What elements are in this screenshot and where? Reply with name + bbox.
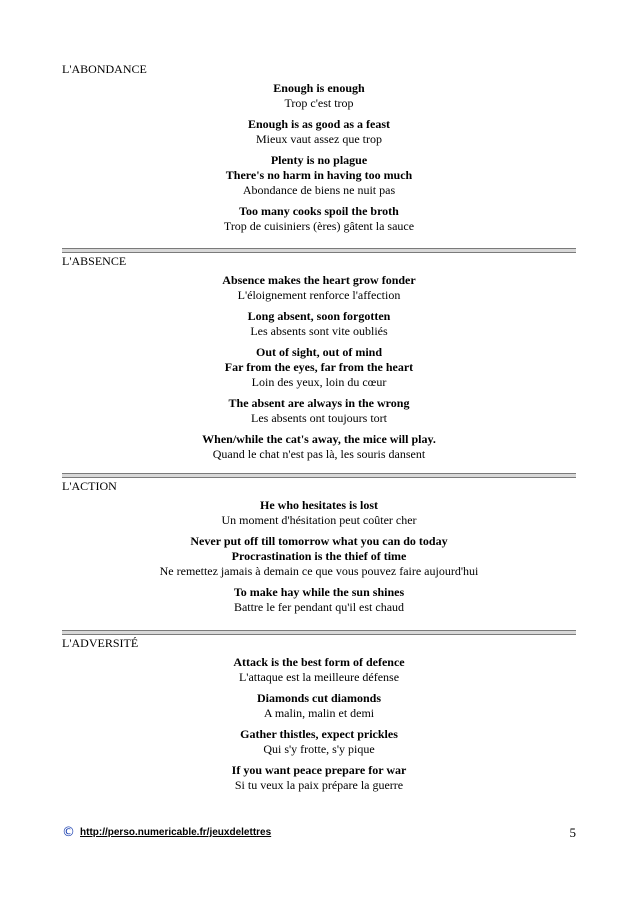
proverb-french: Loin des yeux, loin du cœur	[251, 375, 387, 389]
proverb-entry	[62, 432, 576, 462]
proverb-french: Battre le fer pendant qu'il est chaud	[233, 600, 405, 614]
section-title: L'ABONDANCE	[62, 62, 147, 76]
proverb-english: The absent are always in the wrong	[228, 396, 410, 410]
proverb-english: Far from the eyes, far from the heart	[224, 360, 414, 374]
proverb-french: Abondance de biens ne nuit pas	[242, 183, 396, 197]
section-divider	[62, 473, 576, 478]
section-title: L'ACTION	[62, 479, 117, 493]
proverb-english: When/while the cat's away, the mice will play.	[202, 432, 436, 446]
proverb-english: Long absent, soon forgotten	[247, 309, 391, 323]
proverb-english: Never put off till tomorrow what you can do today	[190, 534, 448, 548]
proverb-entry	[62, 153, 576, 198]
proverb-entry	[62, 534, 576, 579]
proverb-english: If you want peace prepare for war	[231, 763, 407, 777]
proverb-english: Enough is enough	[273, 81, 365, 95]
section-divider	[62, 248, 576, 253]
proverb-french: Les absents ont toujours tort	[251, 411, 387, 425]
proverb-french: Quand le chat n'est pas là, les souris dansent	[212, 447, 426, 461]
proverb-english: Diamonds cut diamonds	[256, 691, 382, 705]
proverb-french: Les absents sont vite oubliés	[250, 324, 388, 338]
proverb-english: Plenty is no plague	[270, 153, 368, 167]
proverb-english: Procrastination is the thief of time	[231, 549, 407, 563]
proverb-french: Trop de cuisiniers (ères) gâtent la sauce	[223, 219, 415, 233]
proverb-entry	[62, 117, 576, 147]
proverb-entry	[62, 345, 576, 390]
proverb-entry	[62, 204, 576, 234]
proverb-entry	[62, 763, 576, 793]
proverb-english: To make hay while the sun shines	[233, 585, 405, 599]
proverb-english: Attack is the best form of defence	[233, 655, 405, 669]
proverb-list	[62, 273, 576, 468]
proverb-english: There's no harm in having too much	[225, 168, 413, 182]
page-footer	[62, 825, 576, 841]
proverb-english: He who hesitates is lost	[260, 498, 378, 512]
proverb-entry	[62, 396, 576, 426]
copyright-icon: ©	[62, 825, 75, 840]
proverb-french: L'éloignement renforce l'affection	[237, 288, 401, 302]
proverb-french: A malin, malin et demi	[263, 706, 375, 720]
proverb-english: Absence makes the heart grow fonder	[222, 273, 416, 287]
proverb-french: Mieux vaut assez que trop	[256, 132, 382, 146]
section-title: L'ABSENCE	[62, 254, 127, 268]
proverb-english: Enough is as good as a feast	[247, 117, 391, 131]
proverb-list	[62, 655, 576, 799]
proverb-entry	[62, 727, 576, 757]
proverb-entry	[62, 309, 576, 339]
proverb-french: Si tu veux la paix prépare la guerre	[234, 778, 404, 792]
proverb-entry	[62, 81, 576, 111]
page-number: 5	[569, 825, 576, 840]
proverb-french: Ne remettez jamais à demain ce que vous pouvez faire aujourd'hui	[159, 564, 479, 578]
section-divider	[62, 630, 576, 635]
proverb-english: Too many cooks spoil the broth	[239, 204, 399, 218]
proverb-french: Qui s'y frotte, s'y pique	[263, 742, 375, 756]
proverb-entry	[62, 655, 576, 685]
proverb-list	[62, 498, 576, 621]
proverb-english: Gather thistles, expect prickles	[240, 727, 398, 741]
footer-url-link[interactable]: http://perso.numericable.fr/jeuxdelettres	[80, 827, 272, 838]
proverb-english: Out of sight, out of mind	[255, 345, 383, 359]
proverb-french: Trop c'est trop	[284, 96, 354, 110]
proverb-entry	[62, 691, 576, 721]
proverb-french: L'attaque est la meilleure défense	[238, 670, 400, 684]
proverb-list	[62, 81, 576, 240]
proverb-entry	[62, 585, 576, 615]
section-title: L'ADVERSITÉ	[62, 636, 139, 650]
proverb-entry	[62, 498, 576, 528]
proverb-french: Un moment d'hésitation peut coûter cher	[221, 513, 417, 527]
proverb-entry	[62, 273, 576, 303]
